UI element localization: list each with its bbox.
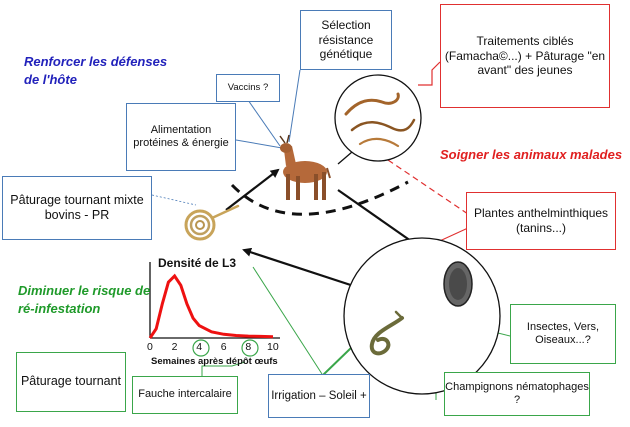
heading-soigner-malades: Soigner les animaux malades — [440, 147, 623, 162]
chart-x-tick-label: 2 — [171, 341, 178, 353]
lifecycle-dashed-arc — [232, 182, 408, 214]
chart-x-axis-label: Semaines après dépôt œufs — [151, 356, 278, 367]
box-traitements-cibles — [440, 4, 610, 108]
pasture-circle — [344, 238, 500, 394]
box-champignons — [444, 372, 590, 416]
goat-icon — [280, 135, 330, 200]
box-vaccins — [216, 74, 280, 102]
box-irrigation-soleil — [268, 374, 370, 418]
connector-plantes — [388, 160, 468, 214]
box-insectes-text: Insectes, Vers, Oiseaux...? — [526, 320, 600, 346]
box-paturage-tournant — [16, 352, 126, 412]
box-selection-text: Sélection résistance génétique — [318, 18, 374, 62]
box-paturage-tournant-text: Pâturage tournant — [20, 374, 122, 389]
box-alimentation-text: Alimentation protéines & énergie — [133, 123, 229, 149]
connector-selection — [289, 70, 300, 142]
l3-density-chart — [150, 262, 280, 356]
box-fauche-intercalaire — [132, 376, 238, 414]
box-fauche-text: Fauche intercalaire — [138, 388, 232, 401]
worms-circle-tail — [338, 152, 352, 164]
box-paturage-mixte — [2, 176, 152, 240]
box-insectes-vers-oiseaux — [510, 304, 616, 364]
chart-title: Densité de L3 — [158, 256, 237, 270]
chart-x-tick-label: 4 — [196, 341, 203, 353]
chart-x-tick-label: 8 — [245, 341, 252, 353]
box-irrigation-text: Irrigation – Soleil + — [271, 389, 367, 402]
arrow-larva-to-goat — [226, 170, 278, 210]
heading-renforcer-defenses: Renforcer les défenses de l'hôte — [24, 54, 168, 87]
box-alimentation — [126, 103, 236, 171]
connector-traitements — [418, 62, 440, 85]
worms-circle — [335, 75, 421, 161]
connector-irrigation — [322, 347, 352, 376]
chart-series-line — [150, 276, 273, 338]
chart-x-tick-label: 10 — [267, 341, 279, 353]
chart-x-tick-label: 0 — [147, 341, 153, 353]
box-traitements-text: Traitements ciblés (Famacha©...) + Pâturage "en avant" des jeunes — [444, 34, 606, 78]
box-plantes-text: Plantes anthelminthiques (tanins...) — [473, 206, 609, 235]
box-vaccins-text: Vaccins ? — [227, 82, 269, 94]
heading-diminuer-reinfestation: Diminuer le risque de ré-infestation — [18, 283, 151, 316]
box-plantes-anthelminthiques — [466, 192, 616, 250]
connector-mixte — [152, 195, 196, 205]
connector-alimentation — [236, 140, 282, 148]
box-paturage-mixte-text: Pâturage tournant mixte bovins - PR — [10, 192, 144, 222]
coiled-larva-icon — [186, 206, 238, 239]
box-champignons-text: Champignons nématophages ? — [445, 380, 589, 406]
box-selection-genetique — [300, 10, 392, 70]
connector-vaccins — [248, 100, 280, 146]
chart-x-tick-label: 6 — [220, 341, 227, 353]
